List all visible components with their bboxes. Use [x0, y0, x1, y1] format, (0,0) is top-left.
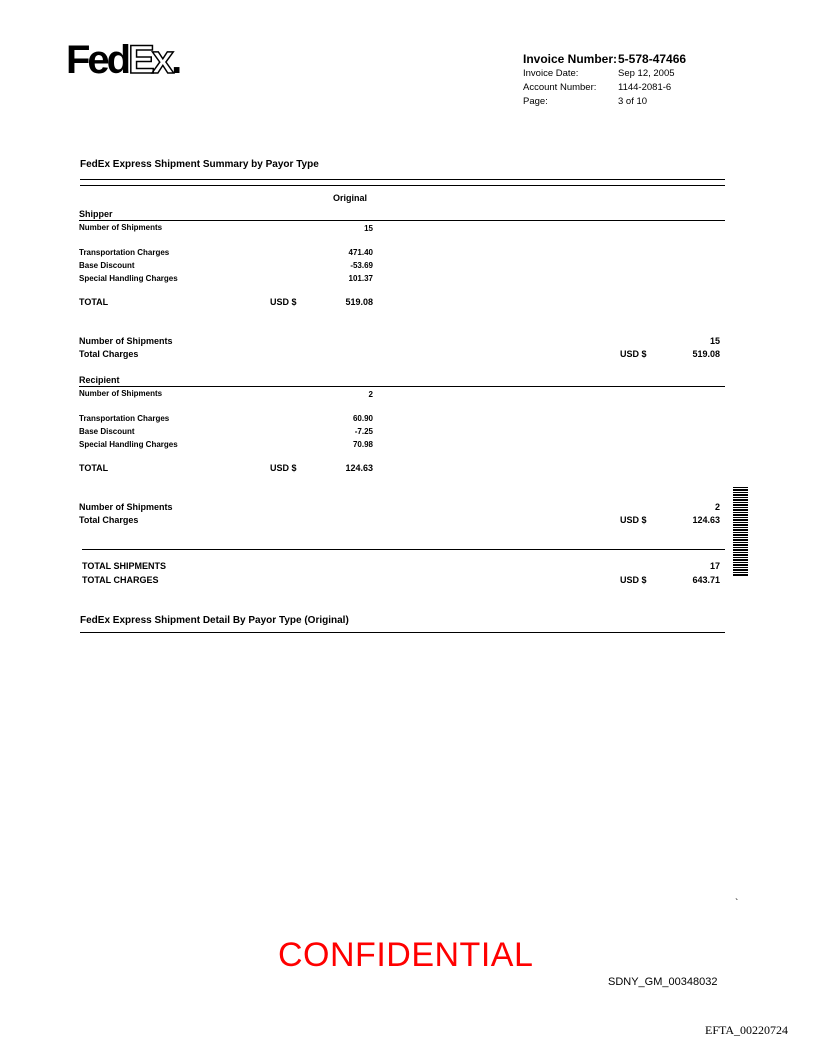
stray-mark: `: [735, 898, 739, 909]
account-number-label: Account Number:: [523, 82, 597, 93]
page-value: 3 of 10: [618, 96, 648, 107]
shipper-sub-currency: USD $: [620, 349, 647, 359]
confidential-stamp: CONFIDENTIAL: [278, 936, 534, 974]
detail-rule: [80, 632, 725, 633]
detail-title: FedEx Express Shipment Detail By Payor Type (Original): [80, 615, 349, 626]
recipient-sub-currency: USD $: [620, 515, 647, 525]
recipient-num: 2: [368, 390, 373, 399]
total-shipments: 17: [709, 561, 720, 571]
fedex-logo: [66, 40, 179, 80]
shipper-special-label: Special Handling Charges: [79, 274, 178, 283]
page-label: Page:: [523, 96, 548, 107]
recipient-sub-num-label: Number of Shipments: [79, 502, 173, 512]
rule-top-1: [80, 179, 725, 180]
recipient-total: 124.63: [345, 463, 373, 473]
invoice-date-label: Invoice Date:: [523, 68, 579, 79]
total-charges: 643.71: [692, 575, 720, 585]
column-header-original: Original: [333, 193, 368, 203]
recipient-discount: -7.25: [354, 427, 373, 436]
shipper-special: 101.37: [348, 274, 373, 283]
account-number: 1144-2081-6: [618, 82, 672, 93]
grand-rule: [82, 549, 725, 550]
shipper-total: 519.08: [345, 297, 373, 307]
bates-number: SDNY_GM_00348032: [608, 976, 718, 988]
recipient-special-label: Special Handling Charges: [79, 440, 178, 449]
shipper-num: 15: [364, 224, 373, 233]
total-shipments-label: TOTAL SHIPMENTS: [82, 561, 167, 571]
shipper-transport-label: Transportation Charges: [79, 248, 170, 257]
efta-number: EFTA_00220724: [705, 1023, 789, 1037]
summary-title: FedEx Express Shipment Summary by Payor Type: [80, 159, 319, 170]
recipient-num-label: Number of Shipments: [79, 389, 163, 398]
shipper-num-label: Number of Shipments: [79, 223, 163, 232]
shipper-transport: 471.40: [348, 248, 373, 257]
logo-dot: .: [171, 38, 180, 82]
recipient-rule: [79, 386, 725, 387]
recipient-label: Recipient: [79, 375, 120, 385]
shipper-sub-num: 15: [709, 336, 720, 346]
logo-ex: Ex: [128, 38, 172, 82]
recipient-total-label: TOTAL: [79, 463, 109, 473]
recipient-special: 70.98: [352, 440, 373, 449]
invoice-number-label: Invoice Number:: [523, 52, 618, 66]
shipper-sub-num-label: Number of Shipments: [79, 336, 173, 346]
invoice-date: Sep 12, 2005: [618, 68, 675, 79]
recipient-discount-label: Base Discount: [79, 427, 135, 436]
rule-top-2: [80, 185, 725, 186]
recipient-sub-num: 2: [714, 502, 720, 512]
recipient-transport-label: Transportation Charges: [79, 414, 170, 423]
recipient-transport: 60.90: [352, 414, 373, 423]
shipper-rule: [79, 220, 725, 221]
total-charges-label: TOTAL CHARGES: [82, 575, 159, 585]
shipper-discount-label: Base Discount: [79, 261, 135, 270]
shipper-sub-charges-label: Total Charges: [79, 349, 139, 359]
recipient-currency: USD $: [270, 463, 297, 473]
recipient-sub-charges-label: Total Charges: [79, 515, 139, 525]
shipper-sub-charges: 519.08: [692, 349, 720, 359]
shipper-discount: -53.69: [350, 261, 373, 270]
logo-fed: Fed: [66, 38, 129, 82]
invoice-number: 5-578-47466: [618, 52, 687, 66]
shipper-currency: USD $: [270, 297, 297, 307]
side-barcode: [733, 487, 748, 577]
shipper-label: Shipper: [79, 209, 113, 219]
recipient-sub-charges: 124.63: [692, 515, 720, 525]
total-charges-currency: USD $: [620, 575, 647, 585]
shipper-total-label: TOTAL: [79, 297, 109, 307]
